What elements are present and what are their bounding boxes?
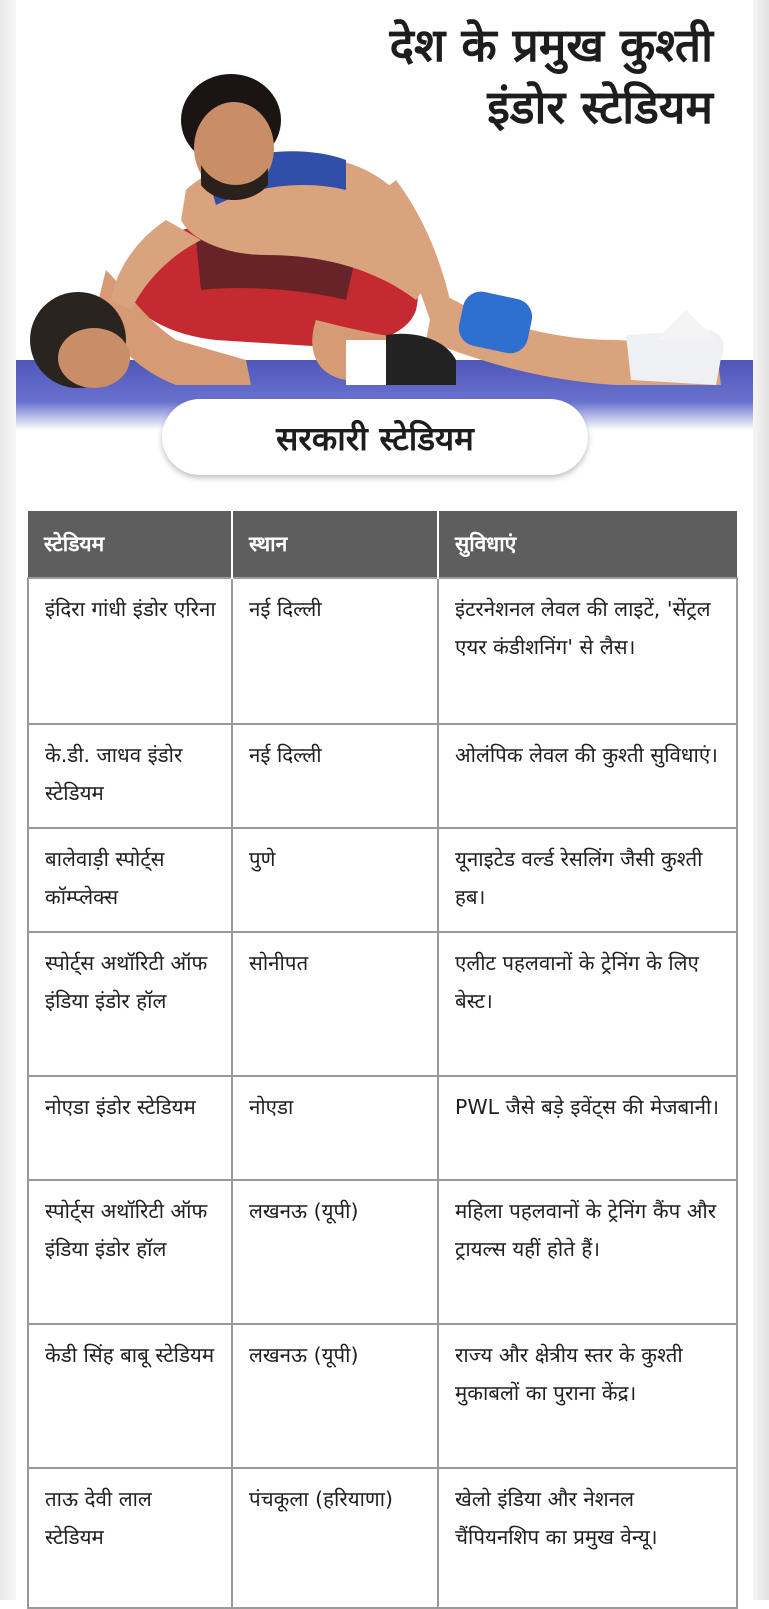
table-row bbox=[28, 1180, 737, 1324]
cell-facilities: यूनाइटेड वर्ल्ड रेसलिंग जैसी कुश्ती हब। bbox=[438, 828, 737, 932]
table-row bbox=[28, 1468, 737, 1608]
table-row bbox=[28, 828, 737, 932]
cell-location: लखनऊ (यूपी) bbox=[232, 1324, 438, 1468]
cell-facilities: PWL जैसे बड़े इवेंट्स की मेजबानी। bbox=[438, 1076, 737, 1180]
headline-line-2: इंडोर स्टेडियम bbox=[487, 80, 713, 134]
cell-location: नई दिल्ली bbox=[232, 724, 438, 828]
left-frame-edge bbox=[0, 0, 16, 1600]
stadium-table bbox=[27, 511, 738, 1609]
headline bbox=[390, 14, 713, 138]
cell-stadium: स्पोर्ट्स अथॉरिटी ऑफ इंडिया इंडोर हॉल bbox=[28, 932, 232, 1076]
cell-location: पुणे bbox=[232, 828, 438, 932]
cell-facilities: महिला पहलवानों के ट्रेनिंग कैंप और ट्रायल्स यहीं होते हैं। bbox=[438, 1180, 737, 1324]
cell-location: पंचकूला (हरियाणा) bbox=[232, 1468, 438, 1608]
cell-stadium: केडी सिंह बाबू स्टेडियम bbox=[28, 1324, 232, 1468]
cell-facilities: ओलंपिक लेवल की कुश्ती सुविधाएं। bbox=[438, 724, 737, 828]
cell-stadium: ताऊ देवी लाल स्टेडियम bbox=[28, 1468, 232, 1608]
cell-stadium: के.डी. जाधव इंडोर स्टेडियम bbox=[28, 724, 232, 828]
headline-line-1: देश के प्रमुख कुश्ती bbox=[389, 18, 713, 72]
cell-stadium: इंदिरा गांधी इंडोर एरिना bbox=[28, 578, 232, 724]
cell-stadium: बालेवाड़ी स्पोर्ट्स कॉम्प्लेक्स bbox=[28, 828, 232, 932]
cell-facilities: राज्य और क्षेत्रीय स्तर के कुश्ती मुकाबलों का पुराना केंद्र। bbox=[438, 1324, 737, 1468]
cell-facilities: खेलो इंडिया और नेशनल चैंपियनशिप का प्रमुख वेन्यू। bbox=[438, 1468, 737, 1608]
cell-stadium: स्पोर्ट्स अथॉरिटी ऑफ इंडिया इंडोर हॉल bbox=[28, 1180, 232, 1324]
section-title: सरकारी स्टेडियम bbox=[162, 399, 588, 475]
header-location: स्थान bbox=[232, 511, 438, 578]
cell-location: सोनीपत bbox=[232, 932, 438, 1076]
header-stadium: स्टेडियम bbox=[28, 511, 232, 578]
table-row bbox=[28, 578, 737, 724]
cell-stadium: नोएडा इंडोर स्टेडियम bbox=[28, 1076, 232, 1180]
table-header-row bbox=[28, 511, 737, 578]
table-row bbox=[28, 1076, 737, 1180]
hero-banner bbox=[16, 0, 753, 440]
table-row bbox=[28, 1324, 737, 1468]
cell-location: नई दिल्ली bbox=[232, 578, 438, 724]
cell-facilities: एलीट पहलवानों के ट्रेनिंग के लिए बेस्ट। bbox=[438, 932, 737, 1076]
right-frame-edge bbox=[753, 0, 769, 1600]
cell-facilities: इंटरनेशनल लेवल की लाइटें, 'सेंट्रल एयर कंडीशनिंग' से लैस। bbox=[438, 578, 737, 724]
table-row bbox=[28, 932, 737, 1076]
table-row bbox=[28, 724, 737, 828]
header-facilities: सुविधाएं bbox=[438, 511, 737, 578]
cell-location: नोएडा bbox=[232, 1076, 438, 1180]
cell-location: लखनऊ (यूपी) bbox=[232, 1180, 438, 1324]
